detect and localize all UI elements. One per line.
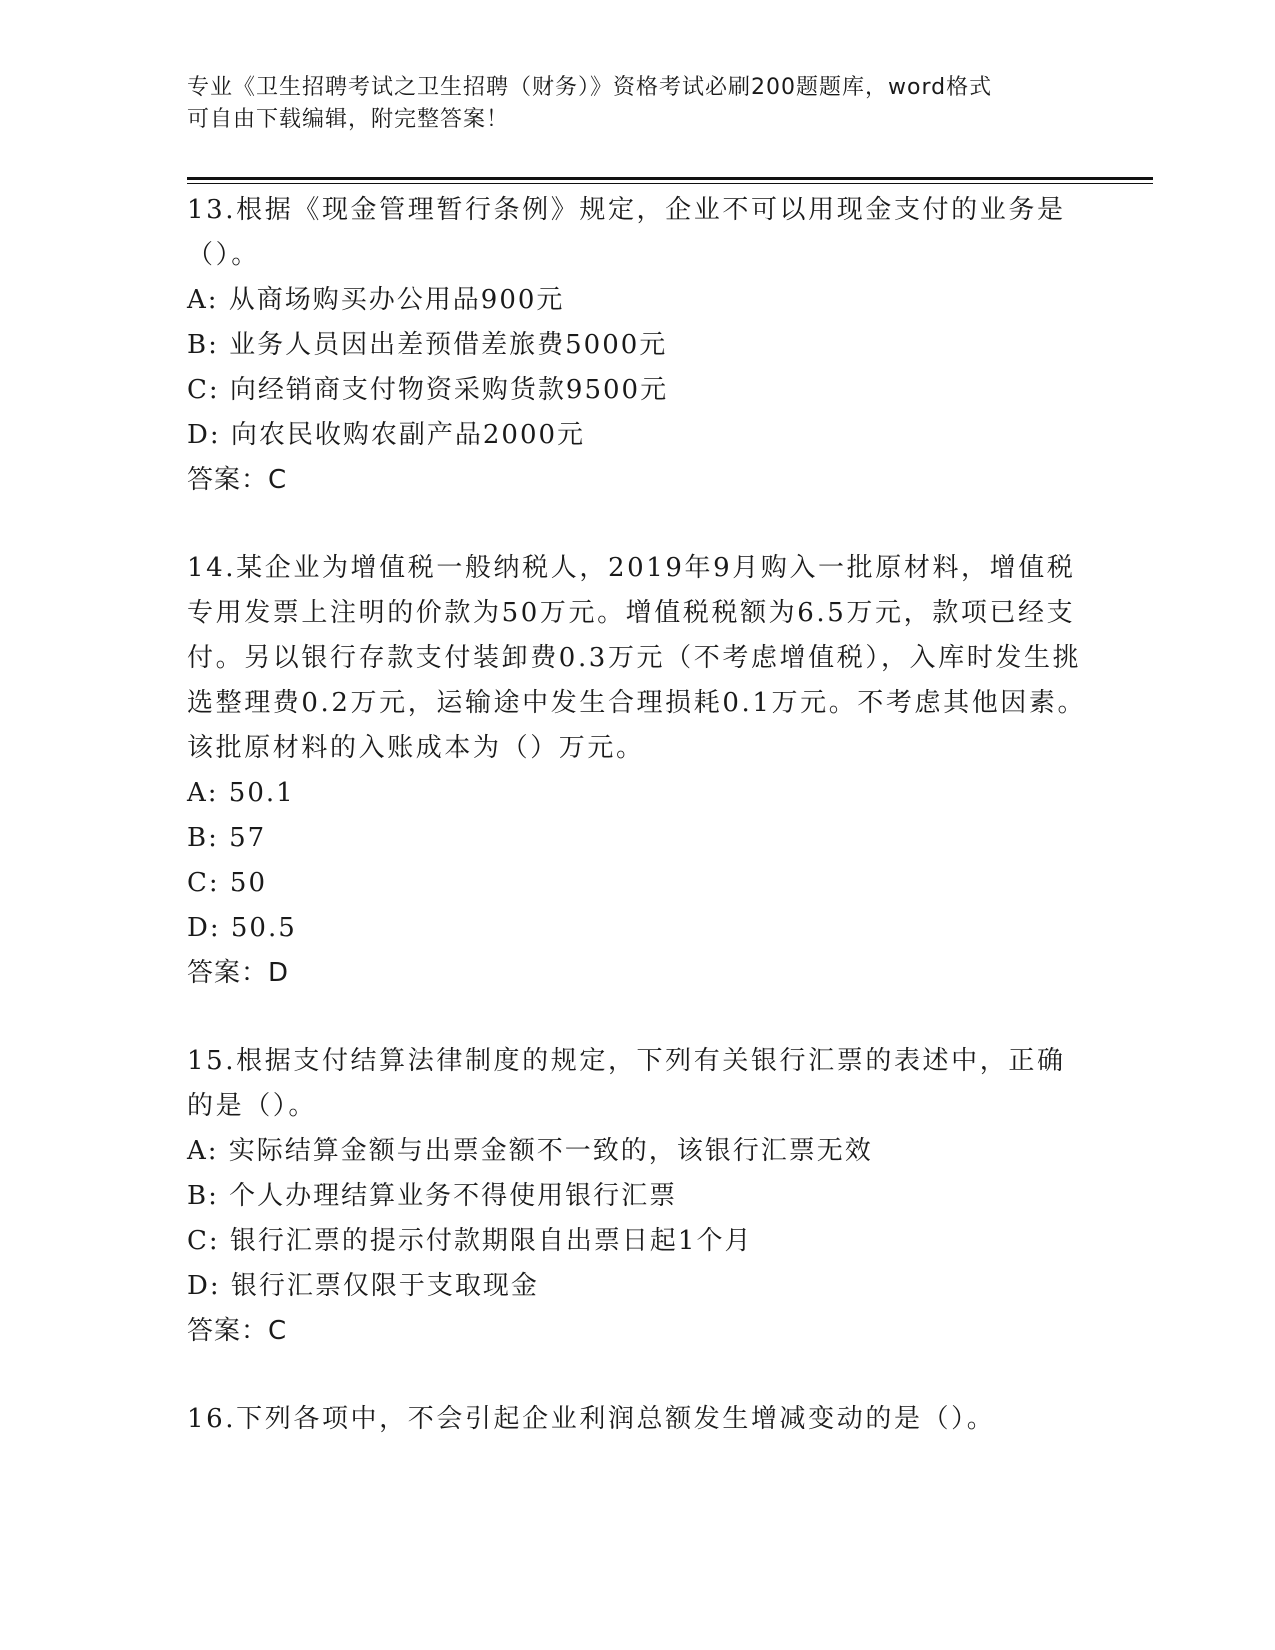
option-d: D: 银行汇票仅限于支取现金 [187,1271,539,1301]
option-d: D: 50.5 [187,913,297,943]
question-14 [187,546,1087,996]
option-b: B: 业务人员因出差预借差旅费5000元 [187,330,668,360]
question-13 [187,188,1087,503]
option-b: B: 个人办理结算业务不得使用银行汇票 [187,1181,678,1211]
option-b: B: 57 [187,823,267,853]
answer-line: 答案：C [187,1316,288,1346]
question-16 [187,1397,1087,1442]
answer-line: 答案：D [187,958,290,988]
header-line-1: 专业《卫生招聘考试之卫生招聘（财务）》资格考试必刷200题题库，word格式 [187,75,993,100]
header-line-2: 可自由下载编辑，附完整答案！ [187,107,510,132]
question-stem: 13.根据《现金管理暂行条例》规定，企业不可以用现金支付的业务是（）。 [187,195,1066,270]
option-d: D: 向农民收购农副产品2000元 [187,420,586,450]
header-divider-thick [187,177,1153,180]
answer-line: 答案：C [187,465,288,495]
question-15 [187,1039,1087,1354]
option-c: C: 50 [187,868,268,898]
question-list [187,188,1087,1485]
header-divider-thin [187,183,1153,184]
option-a: A: 从商场购买办公用品900元 [187,285,565,315]
option-c: C: 银行汇票的提示付款期限自出票日起1个月 [187,1226,753,1256]
document-header [187,72,1067,136]
option-a: A: 50.1 [187,778,295,808]
option-c: C: 向经销商支付物资采购货款9500元 [187,375,669,405]
question-stem: 15.根据支付结算法律制度的规定，下列有关银行汇票的表述中，正确的是（）。 [187,1046,1066,1121]
question-stem: 16.下列各项中，不会引起企业利润总额发生增减变动的是（）。 [187,1404,996,1434]
option-a: A: 实际结算金额与出票金额不一致的，该银行汇票无效 [187,1136,873,1166]
question-stem: 14.某企业为增值税一般纳税人，2019年9月购入一批原材料，增值税专用发票上注明的价款为50万元。增值税税额为6.5万元，款项已经支付。另以银行存款支付装卸费0.3万元（不考虑增值税），入库时发生挑选整理费0.2万元，运输途中发生合理损耗0.1万元。不考虑其他因素。该批原材料的入账成本为（）万元。 [187,553,1087,763]
